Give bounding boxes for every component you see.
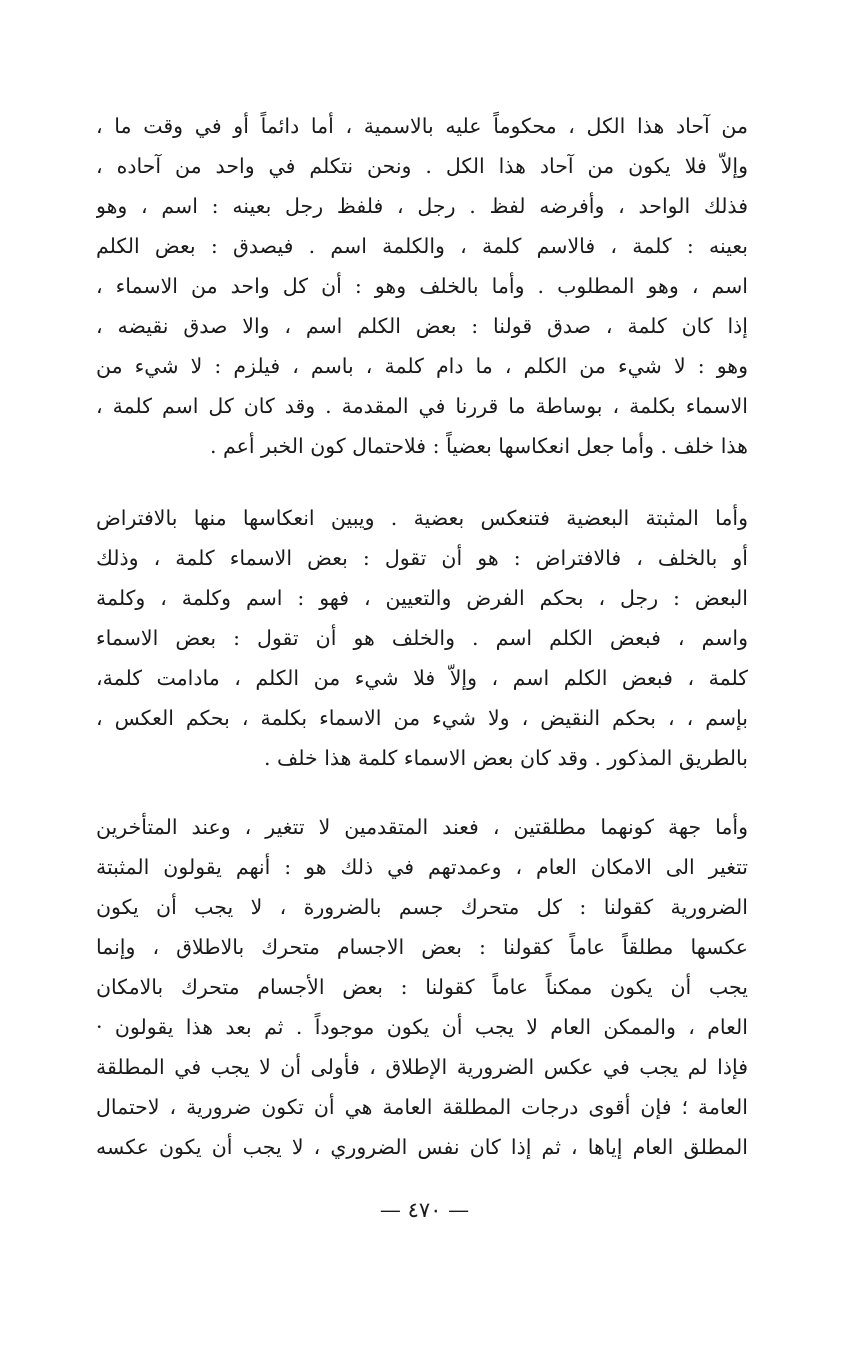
text-line: وهو : لا شيء من الكلم ، ما دام كلمة ، باسم ، فيلزم : لا شيء من xyxy=(96,354,748,378)
page-number: — ٤٧٠ — xyxy=(379,1198,470,1222)
paragraph-1 xyxy=(96,106,748,466)
text-line: عكسها مطلقاً عاماً كقولنا : بعض الاجسام متحرك بالاطلاق ، وإنما xyxy=(96,935,748,959)
text-line: يجب أن يكون ممكناً عاماً كقولنا : بعض الأجسام متحرك بالامكان xyxy=(96,975,748,999)
paragraph-3 xyxy=(96,807,748,1167)
text-line: وأما جهة كونهما مطلقتين ، فعند المتقدمين لا تتغير ، وعند المتأخرين xyxy=(96,815,748,839)
text-line: بالطريق المذكور . وقد كان بعض الاسماء كلمة هذا خلف . xyxy=(264,746,748,770)
text-line: اسم ، وهو المطلوب . وأما بالخلف وهو : أن كل واحد من الاسماء ، xyxy=(96,274,748,298)
text-line: هذا خلف . وأما جعل انعكاسها بعضياً : فلاحتمال كون الخبر أعم . xyxy=(209,434,748,458)
text-line: تتغير الى الامكان العام ، وعمدتهم في ذلك هو : أنهم يقولون المثبتة xyxy=(96,855,748,879)
paragraph-2 xyxy=(96,498,748,778)
text-line: الاسماء بكلمة ، بوساطة ما قررنا في المقدمة . وقد كان كل اسم كلمة ، xyxy=(96,394,748,418)
text-line: الضرورية كقولنا : كل متحرك جسم بالضرورة ، لا يجب أن يكون xyxy=(96,895,748,919)
text-line: العام ، والممكن العام لا يجب أن يكون موجوداً . ثم بعد هذا يقولون · xyxy=(96,1015,748,1039)
text-line: وإلاّ فلا يكون من آحاد هذا الكل . ونحن نتكلم في واحد من آحاده ، xyxy=(96,154,748,178)
text-line: إذا كان كلمة ، صدق قولنا : بعض الكلم اسم ، والا صدق نقيضه ، xyxy=(96,314,748,338)
text-line: أو بالخلف ، فالافتراض : هو أن تقول : بعض الاسماء كلمة ، وذلك xyxy=(96,546,748,570)
text-line: وأما المثبتة البعضية فتنعكس بعضية . ويبين انعكاسها منها بالافتراض xyxy=(96,506,748,530)
text-line: كلمة ، فبعض الكلم اسم ، وإلاّ فلا شيء من الكلم ، مادامت كلمة، xyxy=(96,666,748,690)
text-line: بإسم ، ، بحكم النقيض ، ولا شيء من الاسماء بكلمة ، بحكم العكس ، xyxy=(96,706,748,730)
text-line: بعينه : كلمة ، فالاسم كلمة ، والكلمة اسم . فيصدق : بعض الكلم xyxy=(96,234,748,258)
text-line: فإذا لم يجب في عكس الضرورية الإطلاق ، فأولى أن لا يجب في المطلقة xyxy=(96,1055,748,1079)
text-line: فذلك الواحد ، وأفرضه لفظ . رجل ، فلفظ رجل بعينه : اسم ، وهو xyxy=(96,194,748,218)
text-line: من آحاد هذا الكل ، محكوماً عليه بالاسمية ، أما دائماً أو في وقت ما ، xyxy=(96,114,748,138)
text-line: البعض : رجل ، بحكم الفرض والتعيين ، فهو : اسم وكلمة ، وكلمة xyxy=(96,586,748,610)
text-line: العامة ؛ فإن أقوى درجات المطلقة العامة هي أن تكون ضرورية ، لاحتمال xyxy=(96,1095,748,1119)
text-line: واسم ، فبعض الكلم اسم . والخلف هو أن تقول : بعض الاسماء xyxy=(96,626,748,650)
text-line: المطلق العام إياها ، ثم إذا كان نفس الضروري ، لا يجب أن يكون عكسه xyxy=(96,1135,748,1159)
